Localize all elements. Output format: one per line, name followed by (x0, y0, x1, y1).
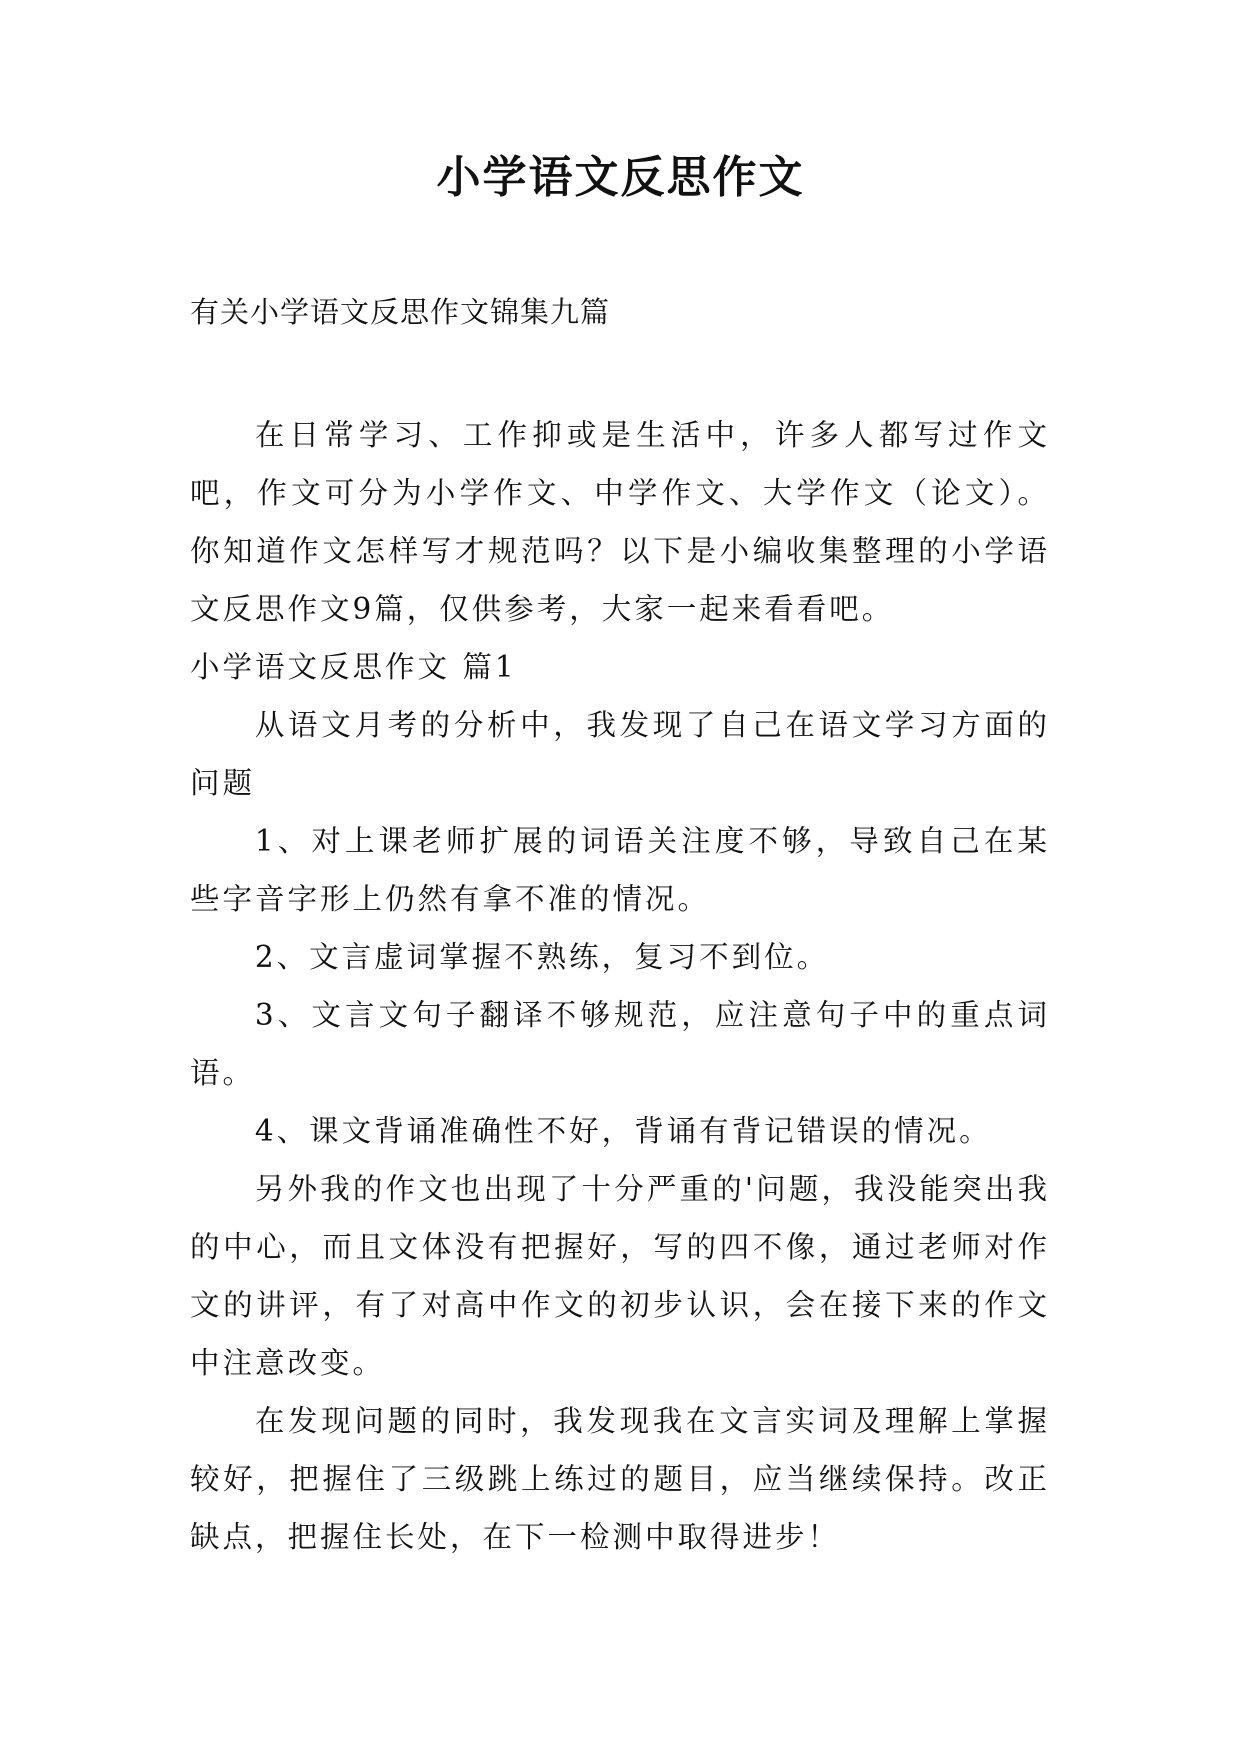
document-body (190, 406, 1050, 1566)
body-paragraph: 3、文言文句子翻译不够规范，应注意句子中的重点词语。 (190, 998, 1050, 1090)
intro-paragraph: 在日常学习、工作抑或是生活中，许多人都写过作文吧，作文可分为小学作文、中学作文、大学作文（论文）。你知道作文怎样写才规范吗？以下是小编收集整理的小学语文反思作文9篇，仅供参考，大家一起来看看吧。 (190, 418, 1050, 626)
body-paragraph: 从语文月考的分析中，我发现了自己在语文学习方面的问题 (190, 708, 1050, 800)
document-subtitle: 有关小学语文反思作文锦集九篇 (190, 295, 611, 329)
body-paragraph: 1、对上课老师扩展的词语关注度不够，导致自己在某些字音字形上仍然有拿不准的情况。 (190, 824, 1050, 916)
body-paragraph: 4、课文背诵准确性不好，背诵有背记错误的情况。 (254, 1114, 992, 1148)
document-title: 小学语文反思作文 (436, 152, 805, 203)
body-paragraph: 另外我的作文也出现了十分严重的'问题，我没能突出我的中心，而且文体没有把握好，写的四不像，通过老师对作文的讲评，有了对高中作文的初步认识，会在接下来的作文中注意改变。 (190, 1172, 1050, 1380)
section-heading: 小学语文反思作文 篇1 (190, 650, 517, 684)
body-paragraph: 2、文言虚词掌握不熟练，复习不到位。 (254, 940, 830, 974)
body-paragraph: 在发现问题的同时，我发现我在文言实词及理解上掌握较好，把握住了三级跳上练过的题目，应当继续保持。改正缺点，把握住长处，在下一检测中取得进步！ (190, 1404, 1050, 1554)
